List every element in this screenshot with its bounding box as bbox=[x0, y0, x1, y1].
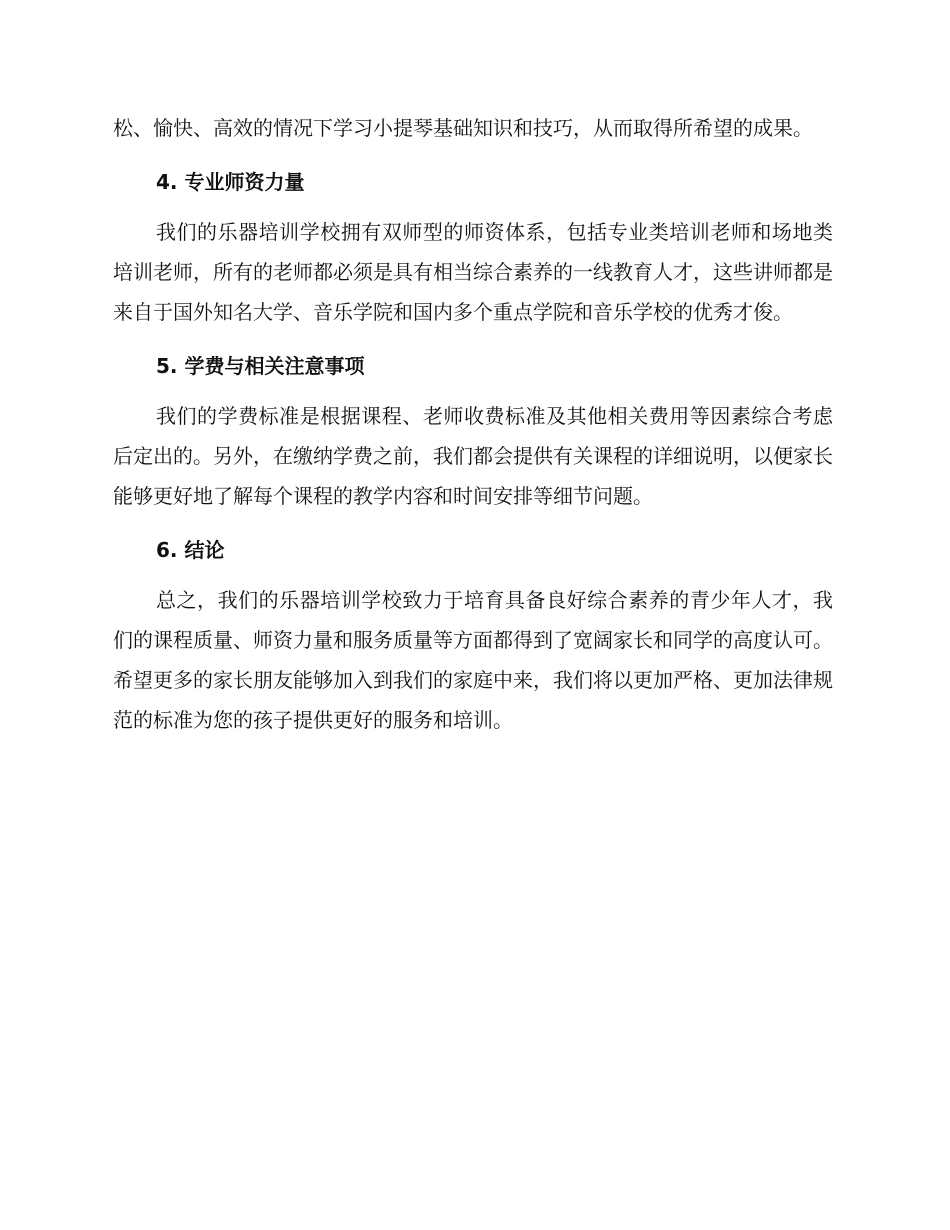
section-heading-tuition: 5. 学费与相关注意事项 bbox=[156, 354, 365, 378]
section-paragraph-conclusion: 总之，我们的乐器培训学校致力于培育具备良好综合素养的青少年人才，我们的课程质量、师资力量和服务质量等方面都得到了宽阔家长和同学的高度认可。希望更多的家长朋友能够加入到我们的家庭中来，我们将以更加严格、更加法律规范的标准为您的孩子提供更好的服务和培训。 bbox=[113, 588, 833, 732]
continuation-paragraph: 松、愉快、高效的情况下学习小提琴基础知识和技巧，从而取得所希望的成果。 bbox=[113, 116, 813, 140]
section-heading-conclusion: 6. 结论 bbox=[156, 538, 225, 562]
document-page bbox=[113, 108, 833, 740]
section-heading-faculty: 4. 专业师资力量 bbox=[156, 170, 305, 194]
section-paragraph-faculty: 我们的乐器培训学校拥有双师型的师资体系，包括专业类培训老师和场地类培训老师，所有的老师都必须是具有相当综合素养的一线教育人才，这些讲师都是来自于国外知名大学、音乐学院和国内多个重点学院和音乐学校的优秀才俊。 bbox=[113, 220, 833, 324]
section-paragraph-tuition: 我们的学费标准是根据课程、老师收费标准及其他相关费用等因素综合考虑后定出的。另外，在缴纳学费之前，我们都会提供有关课程的详细说明，以便家长能够更好地了解每个课程的教学内容和时间安排等细节问题。 bbox=[113, 404, 833, 508]
